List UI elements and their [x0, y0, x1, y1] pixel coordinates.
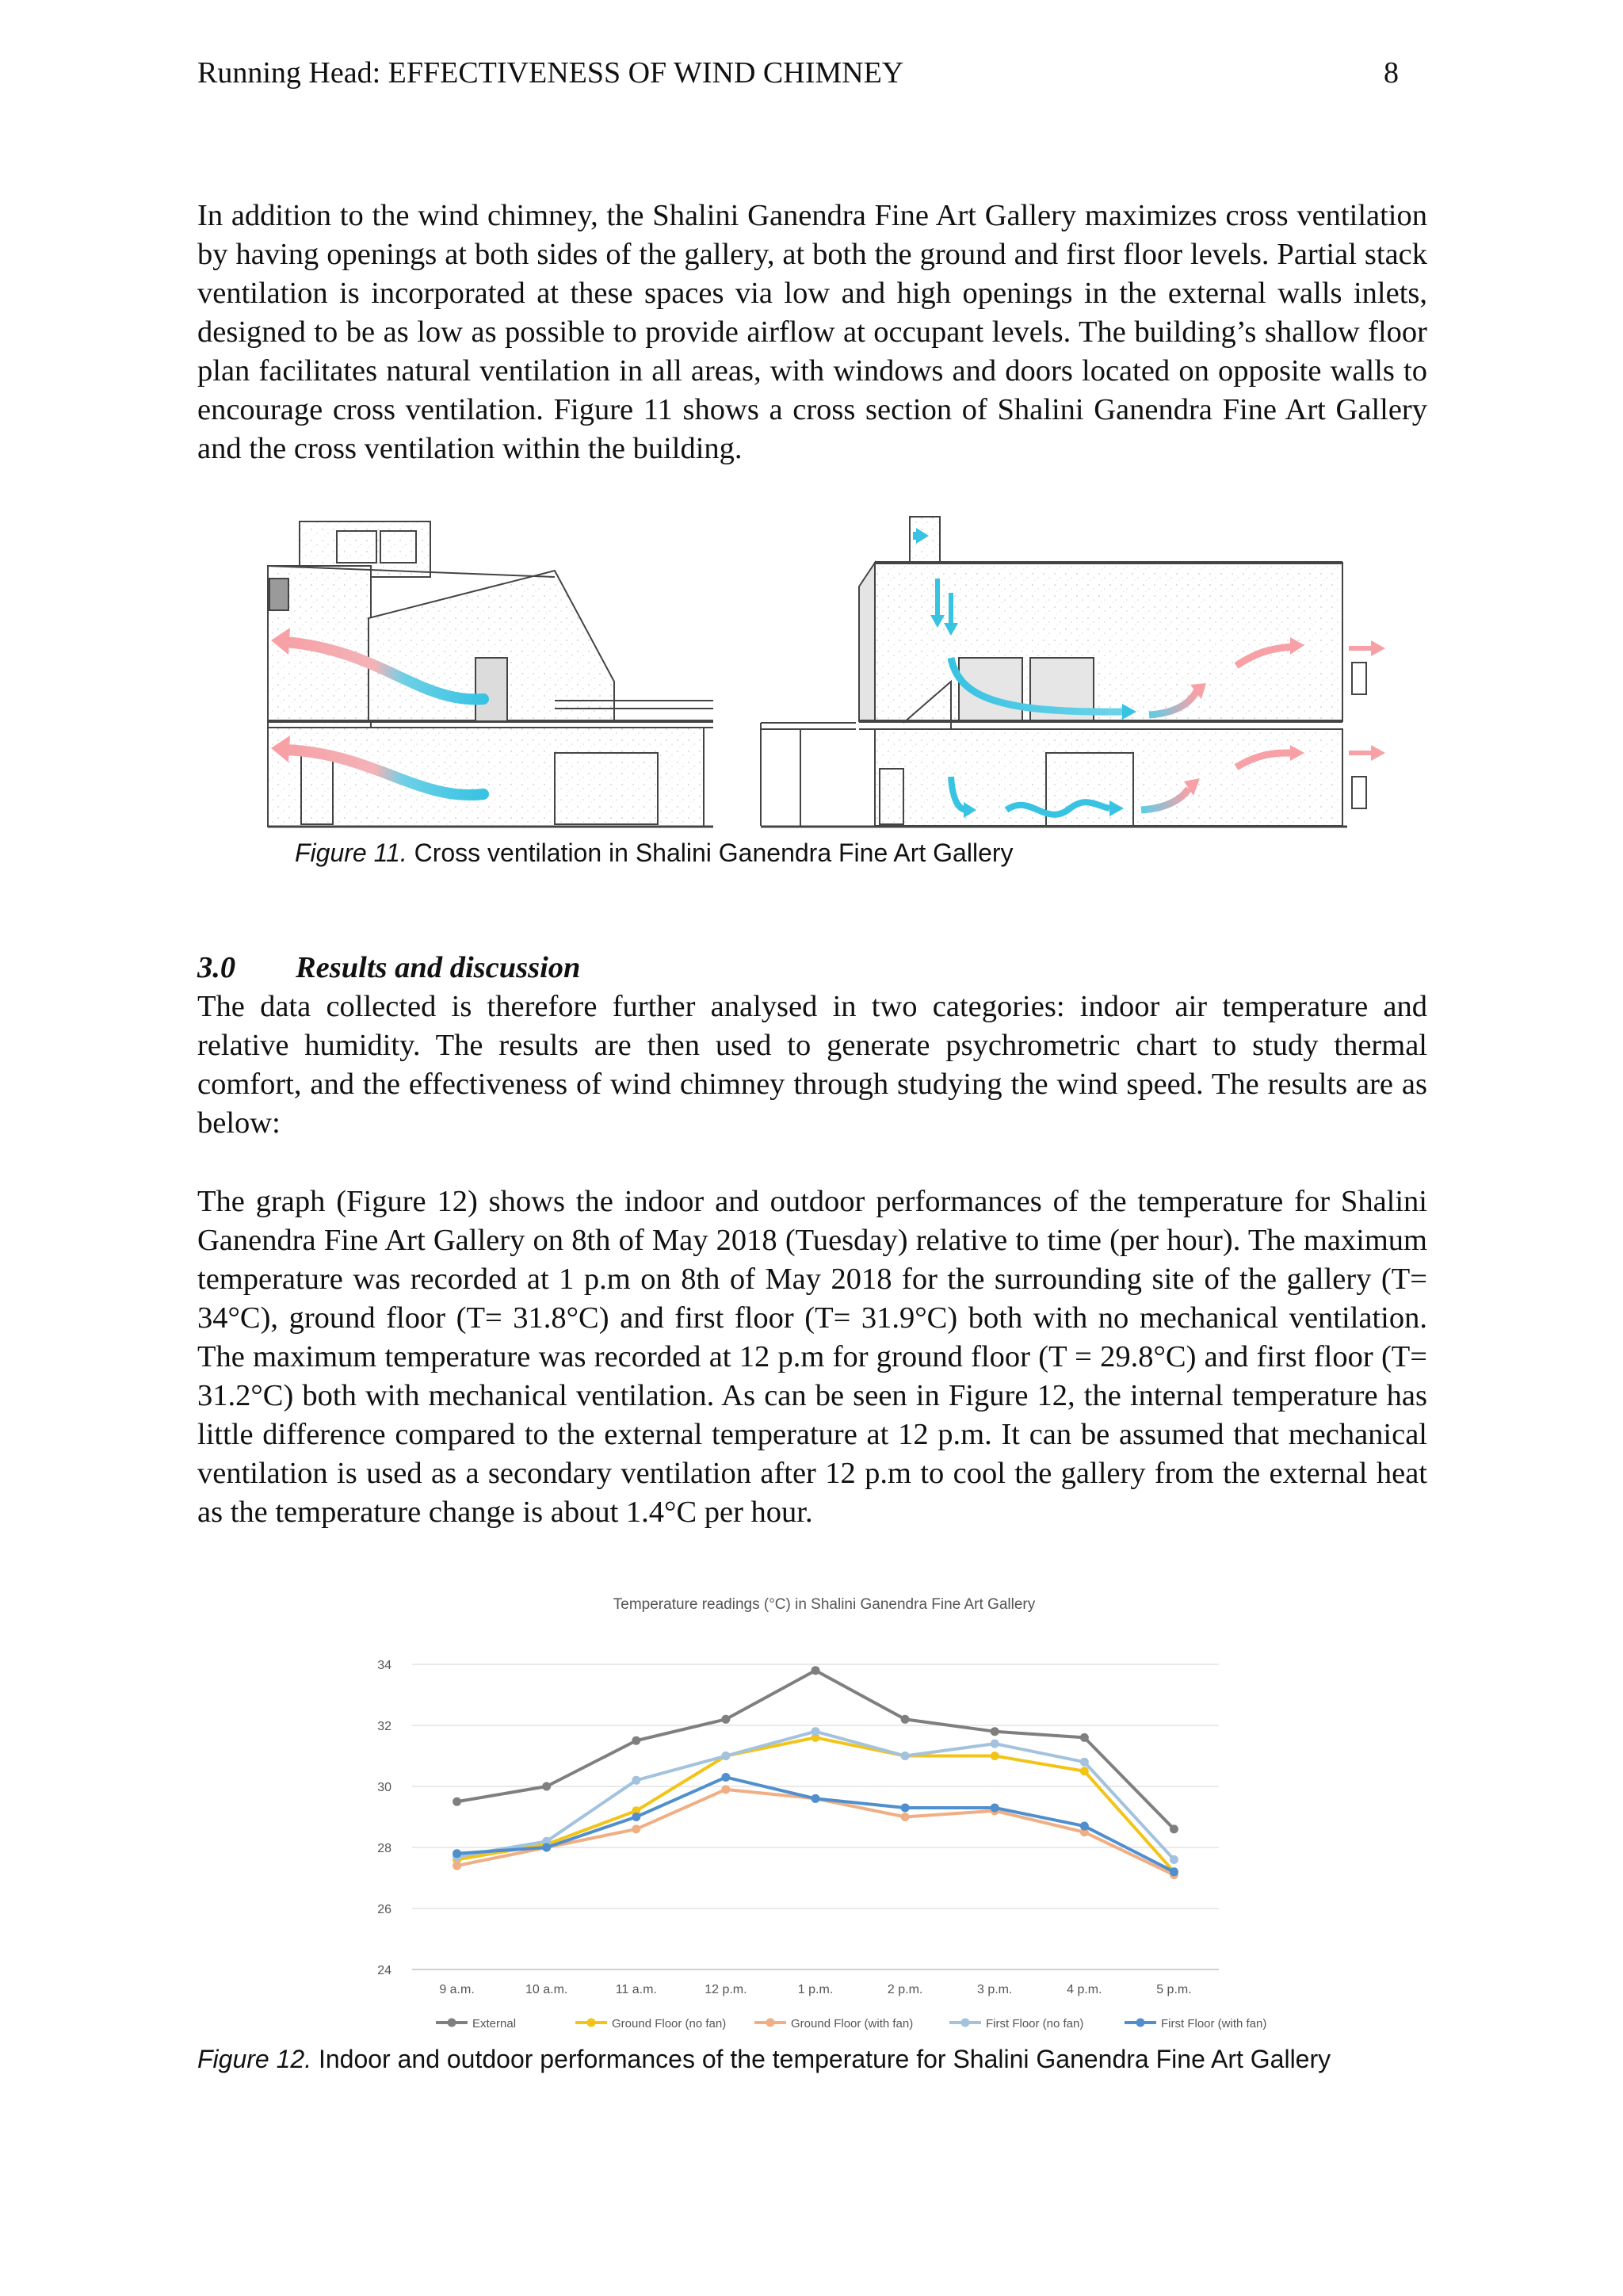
legend-item — [949, 2017, 1083, 2030]
figure-11-caption-text: Cross ventilation in Shalini Ganendra Fine Art Gallery — [407, 839, 1014, 867]
data-point — [901, 1715, 910, 1724]
series-line — [457, 1671, 1174, 1829]
lower-window-outflow-head — [1371, 745, 1385, 761]
data-point — [632, 1813, 640, 1821]
figure-11-caption — [295, 839, 1014, 868]
x-tick-label: 5 p.m. — [1156, 1983, 1192, 1996]
data-point — [901, 1813, 910, 1821]
legend-swatch-marker — [448, 2019, 456, 2027]
data-point — [991, 1727, 999, 1736]
data-point — [542, 1843, 551, 1852]
y-tick-label: 30 — [377, 1781, 391, 1794]
series-line — [457, 1777, 1174, 1871]
y-tick-label: 26 — [377, 1903, 391, 1916]
data-point — [991, 1740, 999, 1748]
page-number: 8 — [1384, 56, 1399, 90]
y-tick-label: 24 — [377, 1964, 391, 1977]
series-ground-floor-no-fan — [453, 1733, 1178, 1876]
figure-11-label: Figure 11. — [295, 839, 407, 867]
section-number: 3.0 — [197, 951, 236, 984]
legend-swatch-marker — [1136, 2019, 1145, 2027]
data-point — [901, 1752, 910, 1760]
data-point — [1170, 1824, 1178, 1833]
figure-12-temperature-chart — [349, 1585, 1267, 2037]
legend-item — [1125, 2017, 1266, 2030]
data-point — [1170, 1855, 1178, 1864]
data-point — [721, 1773, 730, 1782]
x-tick-label: 2 p.m. — [887, 1983, 923, 1996]
upper-window-outflow-head — [1371, 640, 1385, 656]
data-point — [1080, 1733, 1089, 1742]
figure-12-caption — [197, 2045, 1331, 2074]
series-first-floor-with-fan — [453, 1773, 1178, 1876]
data-point — [632, 1776, 640, 1785]
running-head — [197, 55, 1399, 90]
y-tick-label: 34 — [377, 1659, 391, 1672]
data-point — [1170, 1867, 1178, 1876]
data-point — [812, 1794, 820, 1803]
x-tick-label: 11 a.m. — [615, 1983, 657, 1996]
section-heading — [197, 950, 580, 985]
data-point — [812, 1666, 820, 1675]
chart-title: Temperature readings (°C) in Shalini Ganendra Fine Art Gallery — [613, 1596, 1036, 1613]
chart-x-ticks — [439, 1983, 1191, 1996]
y-tick-label: 28 — [377, 1842, 391, 1855]
legend-label: Ground Floor (no fan) — [612, 2017, 727, 2030]
chart-y-ticks — [377, 1659, 391, 1977]
x-tick-label: 9 a.m. — [439, 1983, 475, 1996]
paragraph-data-analysis: The data collected is therefore further analysed in two categories: indoor air temperature and relative humidity. The results are then used to generate psychrometric chart to study thermal comfort, and the effectiveness of wind chimney through studying the wind speed. The results are as below: — [197, 990, 1427, 1140]
series-external — [453, 1666, 1178, 1833]
data-point — [991, 1752, 999, 1760]
left-building-section — [268, 521, 713, 827]
legend-swatch-marker — [587, 2019, 596, 2027]
paragraph-temperature-results: The graph (Figure 12) shows the indoor and outdoor performances of the temperature for Shalini Ganendra Fine Art Gallery on 8th of May 2018 (Tuesday) relative to time (per hour). The maximum temperature was recorded at 1 p.m on 8th of May 2018 for the surrounding site of the gallery (T= 34°C), ground floor (T= 31.8°C) and first floor (T= 31.9°C) both with no mechanical ventilation. The maximum temperature was recorded at 12 p.m for ground floor (T = 29.8°C) and first floor (T= 31.2°C) both with mechanical ventilation. As can be seen in Figure 12, the internal temperature has little difference compared to the external temperature at 12 p.m. It can be assumed that mechanical ventilation is used as a secondary ventilation after 12 p.m to cool the gallery from the external heat as the temperature change is about 1.4°C per hour. — [197, 1185, 1427, 1529]
data-point — [991, 1803, 999, 1812]
data-point — [1080, 1767, 1089, 1775]
data-point — [453, 1849, 461, 1858]
data-point — [721, 1785, 730, 1794]
x-tick-label: 3 p.m. — [976, 1983, 1013, 1996]
data-point — [632, 1736, 640, 1745]
data-point — [632, 1824, 640, 1833]
data-point — [453, 1797, 461, 1806]
chart-gridlines — [412, 1664, 1219, 1969]
legend-label: First Floor (with fan) — [1161, 2017, 1267, 2030]
right-building-section — [761, 517, 1366, 827]
data-point — [901, 1803, 910, 1812]
figure-12-label: Figure 12. — [197, 2045, 312, 2073]
data-point — [453, 1862, 461, 1870]
section-title: Results and discussion — [296, 951, 581, 984]
y-tick-label: 32 — [377, 1720, 391, 1733]
legend-item — [436, 2017, 516, 2030]
legend-swatch-marker — [961, 2019, 970, 2027]
legend-label: External — [472, 2017, 517, 2030]
x-tick-label: 12 p.m. — [705, 1983, 747, 1996]
legend-item — [754, 2017, 913, 2030]
x-tick-label: 10 a.m. — [525, 1983, 568, 1996]
chart-legend — [436, 2017, 1266, 2030]
data-point — [812, 1727, 820, 1736]
data-point — [542, 1782, 551, 1791]
x-tick-label: 1 p.m. — [797, 1983, 834, 1996]
running-head-text: Running Head: EFFECTIVENESS OF WIND CHIMNEY — [197, 56, 904, 90]
legend-swatch-marker — [766, 2019, 775, 2027]
figure-12-caption-text: Indoor and outdoor performances of the temperature for Shalini Ganendra Fine Art Gallery — [311, 2045, 1331, 2073]
data-point — [721, 1752, 730, 1760]
legend-label: First Floor (no fan) — [986, 2017, 1084, 2030]
legend-label: Ground Floor (with fan) — [791, 2017, 914, 2030]
legend-item — [575, 2017, 726, 2030]
paragraph-cross-ventilation: In addition to the wind chimney, the Shalini Ganendra Fine Art Gallery maximizes cross ventilation by having openings at both sides of the gallery, at both the ground and first floor levels. Partial stack ventilation is incorporated at these spaces via low and high openings in the external walls inlets, designed to be as low as possible to provide airflow at occupant levels. The building’s shallow floor plan facilitates natural ventilation in all areas, with windows and doors located on opposite walls to encourage cross ventilation. Figure 11 shows a cross section of Shalini Ganendra Fine Art Gallery and the cross ventilation within the building. — [197, 199, 1427, 465]
data-point — [1080, 1758, 1089, 1767]
x-tick-label: 4 p.m. — [1067, 1983, 1102, 1996]
data-point — [721, 1715, 730, 1724]
data-point — [1080, 1822, 1089, 1831]
figure-11-cross-section — [254, 515, 1411, 848]
